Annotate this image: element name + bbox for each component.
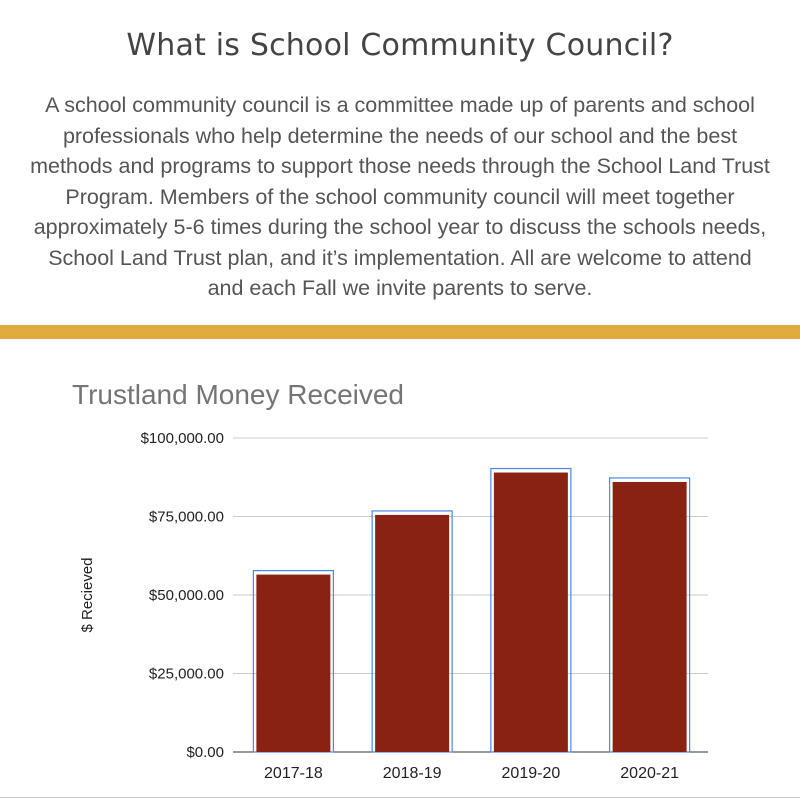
x-tick-label: 2019-20	[501, 765, 561, 782]
paragraph-line: and each Fall we invite parents to serve.	[207, 276, 593, 300]
y-tick-label: $100,000.00	[140, 430, 224, 447]
bottom-divider	[0, 797, 800, 798]
bar	[256, 575, 330, 752]
paragraph-line: A school community council is a committee made up of parents and school	[45, 93, 755, 117]
y-tick-label: $50,000.00	[148, 587, 224, 604]
paragraph-line: professionals who help determine the needs of our school and the best	[62, 123, 738, 148]
paragraph-line: School Land Trust plan, and it’s implementation. All are welcome to attend	[48, 245, 752, 270]
paragraph-line: methods and programs to support those needs through the School Land Trust	[30, 154, 770, 178]
x-tick-label: 2020-21	[620, 765, 679, 782]
x-tick-label: 2017-18	[264, 765, 323, 782]
paragraph-line: Program. Members of the school community council will meet together	[65, 184, 735, 209]
bar	[613, 482, 687, 752]
bar	[494, 473, 568, 752]
y-axis-label: $ Recieved	[79, 557, 96, 633]
x-tick-label: 2018-19	[382, 765, 442, 782]
y-tick-label: $25,000.00	[148, 665, 224, 683]
chart-title: Trustland Money Received	[72, 379, 405, 410]
y-tick-label: $75,000.00	[148, 508, 224, 526]
section-divider-band	[0, 325, 800, 339]
paragraph-line: approximately 5-6 times during the school year to discuss the schools needs,	[33, 215, 767, 239]
intro-section	[0, 0, 800, 325]
bar	[375, 515, 449, 752]
chart-container	[0, 345, 800, 800]
intro-paragraph	[0, 90, 800, 304]
page-heading: What is School Community Council?	[126, 28, 674, 63]
y-tick-label: $0.00	[186, 744, 224, 761]
bar-chart	[0, 345, 800, 800]
